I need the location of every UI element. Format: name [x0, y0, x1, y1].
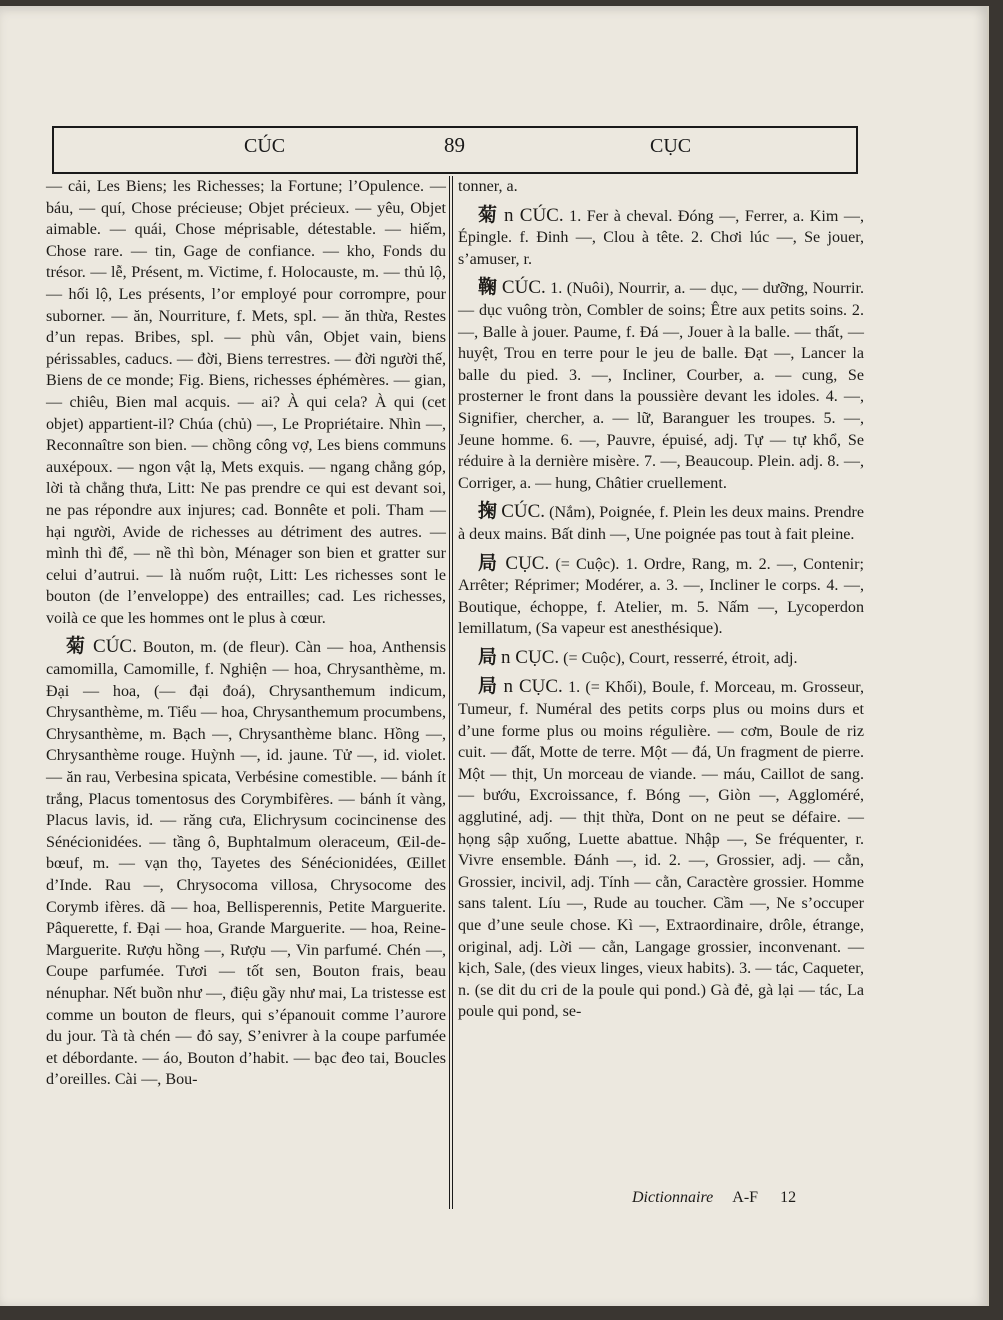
page-number: 89	[444, 133, 465, 157]
page-footer	[632, 1189, 796, 1207]
dictionary-entry	[458, 676, 864, 1023]
dictionary-entry	[458, 553, 864, 640]
header-left-headword: CÚC	[244, 135, 286, 157]
entry-headword: CÚC.	[93, 636, 137, 658]
dictionary-entry	[46, 636, 446, 1090]
entry-definition: (= Cuộc), Court, resserré, étroit, adj.	[563, 649, 798, 667]
entry-headword: n CỤC.	[503, 676, 563, 698]
chinese-character: 局	[478, 645, 498, 668]
dictionary-entry	[458, 647, 864, 670]
entry-definition: (= Cuộc). 1. Ordre, Rang, m. 2. —, Contenir; Arrêter; Réprimer; Modérer, a. 3. —, Incliner le corps. 4. —, Boutique, échoppe, f. Atelier, m. 5. Nấm —, Lycoperdon lemillatum, (Sa vapeur est anesthésique).	[458, 555, 864, 638]
dictionary-entry	[458, 205, 864, 271]
running-header	[52, 126, 858, 174]
chinese-character: 菊	[66, 635, 87, 658]
dictionary-entry	[458, 501, 864, 545]
entry-definition: 1. Fer à cheval. Đóng —, Ferrer, a. Kim —, Épingle. f. Đinh —, Clou à tête. 2. Chơi lúc —, Se jouer, s’amuser, r.	[458, 207, 864, 268]
chinese-character: 菊	[478, 203, 499, 226]
header-right-headword: CỤC	[650, 135, 692, 157]
chinese-character: 局	[478, 675, 499, 698]
right-column	[458, 176, 864, 1023]
entry-definition: (Nắm), Poignée, f. Plein les deux mains. Prendre à deux mains. Bất dinh —, Une poignée pas tout à fait pleine.	[458, 504, 864, 543]
footer-sheet-number: 12	[780, 1189, 797, 1206]
chinese-character: 鞠	[478, 276, 498, 299]
chinese-character: 局	[478, 551, 500, 574]
entry-headword: CỤC.	[505, 552, 550, 574]
entry-definition: Bouton, m. (de fleur). Càn — hoa, Anthensis camomilla, Camomille, f. Nghiện — hoa, Chrysanthème, m. Đại — hoa, (— đại đoá), Chrysanthemum indicum, Chrysanthème, m. Tiểu — hoa, Chrysanthemum procumbens, Chrysanthème, m. Bạch —, Chrysanthème blanc. Hồng —, Chrysanthème rouge. Huỳnh —, id. jaune. Tử —, id. violet. — ăn rau, Verbesina spicata, Verbésine comestible. — bánh ít trắng, Placus tomentosus des Corymbifères. — bánh ít vàng, Placus lavis, id. — răng cưa, Elichrysum cocincinense des Sénécionidées. — tầng ô, Buphtalmum oleraceum, Œil-de-bœuf, m. — vạn thọ, Tayetes des Sénécionidées, Œillet d’Inde. Rau —, Chrysocoma villosa, Chrysocome des Corymb ifères. dã — hoa, Bellisperennis, Petite Marguerite. Pâquerette, f. Đại — hoa, Grande Marguerite. — hoa, Reine-Marguerite. Rượu hồng —, Rượu —, Vin parfumé. Chén —, Coupe parfumée. Tươi — tốt sen, Bouton frais, beau nénuphar. Nết buồn như —, điệu gầy như mai, La tristesse est comme un bouton de fleurs, qui s’épanouit comme l’aurore du jour. Tà tà chén — đỏ say, S’enivrer à la coupe parfumée et débordante. — áo, Bouton d’habit. — bạc đeo tai, Boucles d’oreilles. Cài —, Bou-	[46, 639, 446, 1089]
entry-definition: 1. (= Khối), Boule, f. Morceau, m. Grosseur, Tumeur, f. Numéral des petits corps plus ou moins durs et d’une forme plus ou moins régulière. — cơm, Boule de riz cuit. — đất, Motte de terre. Một — đá, Un fragment de pierre. Một — thịt, Un morceau de viande. — máu, Caillot de sang. — bướu, Excroissance, f. Bóng —, Giòn —, Aggloméré, agglutiné, adj. — thịt thừa, Dont on ne peut se défaire. — họng sập xuống, Luette abattue. Nhập —, Se fréquenter, r. Vivre ensemble. Đánh —, id. 2. —, Grossier, adj. — cằn, Grossier, incivil, adj. Tính — cằn, Caractère grossier. Homme sans talent. Líu —, Rude au toucher. Cầm —, Ne s’occuper que d’une seule chose. Kì —, Extraordinaire, drôle, étrange, original, adj. Lời — cằn, Langage grossier, inconvenant. — kịch, Sale, (des vieux linges, vieux habits). 3. — tác, Caqueter, n. (se dit du cri de la poule qui pond.) Gà đẻ, gà lại — tác, La poule qui pond, se-	[458, 679, 864, 1021]
entry-continuation: — cải, Les Biens; les Richesses; la Fortune; l’Opulence. — báu, — quí, Chose précieuse; Objet précieux. — yêu, Objet aimable. — quái, Chose méprisable, détestable. — hiếm, Chose rare. — tin, Gage de confiance. — kho, Fonds du trésor. — lễ, Présent, m. Victime, f. Holocauste, m. — thủ lộ, — hối lộ, Les présents, l’or employé pour corrompre, pour suborner. — ăn, Nourriture, f. Mets, spl. — ăn thừa, Restes d’un repas. Bribes, spl. — phù vân, Objet vain, biens périssables, caducs. — đời, Biens terrestres. — đời người thế, Biens de ce monde; Fig. Biens, richesses éphémères. — gian, — chiêu, Bien mal acquis. — ai? À qui cela? À qui (cet objet) appartient-il? Chúa (chủ) —, Le Propriétaire. Nhìn —, Reconnaître son bien. — chồng công vợ, Les biens communs auxépoux. — ngon vật lạ, Mets exquis. — ngang chẳng góp, lời tà chẳng thưa, Litt: Ne pas prendre ce qui est devant soi, ne pas répondre aux injures; cad. Bonnête et poli. Tham — hại người, Avide de richesses au détriment des autres. — mình thì để, — nề thì bòn, Ménager son bien et gratter sur celui d’autrui. — là nuốm ruột, Litt: Les richesses sont le bouton (de l’enveloppe) des entrailles; cad. Les richesses, voilà ce que les hommes ont le plus à cœur.	[46, 178, 446, 627]
entry-headword: CÚC.	[501, 277, 546, 299]
entry-headword: CÚC.	[501, 501, 546, 523]
footer-volume-range: A-F	[732, 1189, 759, 1206]
dictionary-entry	[458, 277, 864, 494]
chinese-character: 掬	[478, 500, 498, 523]
dictionary-page	[0, 6, 989, 1306]
entry-headword: n CÚC.	[504, 204, 564, 226]
entry-headword: n CỤC.	[501, 646, 560, 668]
left-column	[46, 176, 446, 1091]
column-divider	[449, 176, 453, 1209]
entry-continuation: tonner, a.	[458, 178, 518, 195]
footer-book-title: Dictionnaire	[632, 1189, 714, 1206]
entry-definition: 1. (Nuôi), Nourrir, a. — dục, — dưỡng, Nourrir. — dục vuông tròn, Combler de soins; Être aux petits soins. 2. —, Balle à jouer. Paume, f. Đá —, Jouer à la balle. — thất, — huyệt, Trou en terre pour le jeu de balle. Đạt —, Lancer la balle du pied. 3. —, Incliner, Courber, a. — cung, Se prosterner le front dans la poussière devant les idoles. 4. —, Signifier, chercher, a. — lữ, Baranguer les troupes. 5. —, Jeune homme. 6. —, Pauvre, épuisé, adj. Tự — tự khổ, Se réduire à la dernière misère. 7. —, Beaucoup. Plein. adj. 8. —, Corriger, a. — hung, Châtier cruellement.	[458, 280, 864, 492]
